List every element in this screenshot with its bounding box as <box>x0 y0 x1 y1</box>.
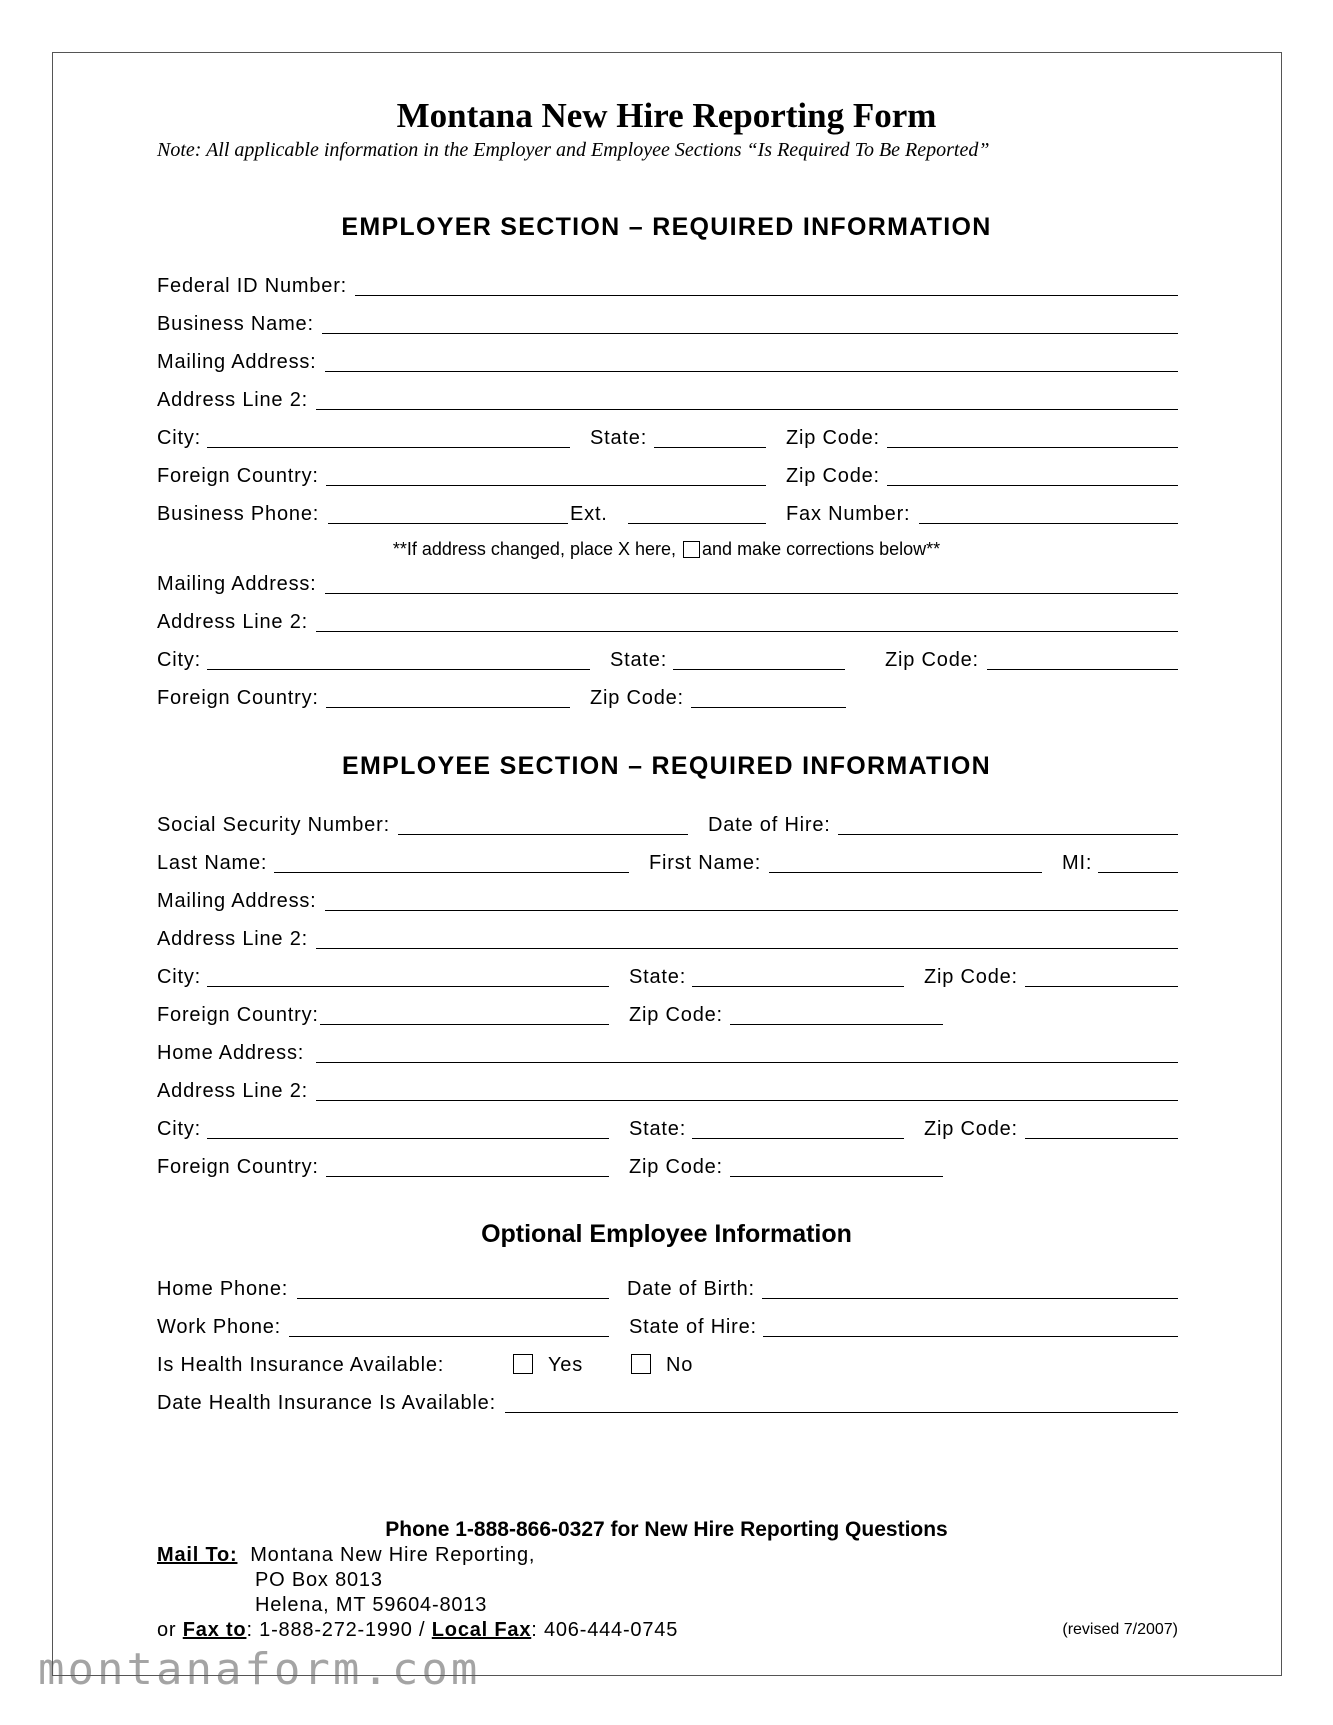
home-zip-field[interactable] <box>1025 1138 1178 1139</box>
address-change-note-end: and make corrections below** <box>702 539 941 559</box>
employer-zip2-field[interactable] <box>887 485 1178 486</box>
required-note: Note: All applicable information in the Employer and Employee Sections “Is Required To Be Reported” <box>157 139 990 161</box>
ssn-field[interactable] <box>398 834 688 835</box>
address-change-note <box>0 537 1333 561</box>
home-state-field[interactable] <box>692 1138 904 1139</box>
new-mailing-address-label: Mailing Address: <box>157 573 317 595</box>
business-phone-label: Business Phone: <box>157 503 320 525</box>
mail-address-line2: PO Box 8013 <box>255 1569 383 1591</box>
date-of-birth-field[interactable] <box>762 1298 1178 1299</box>
first-name-label: First Name: <box>649 852 762 874</box>
new-city-label: City: <box>157 649 201 671</box>
employer-city-field[interactable] <box>207 447 570 448</box>
employee-mailing-address-field[interactable] <box>325 910 1178 911</box>
last-name-field[interactable] <box>274 872 629 873</box>
work-phone-field[interactable] <box>289 1336 609 1337</box>
date-of-hire-field[interactable] <box>838 834 1178 835</box>
employer-zip-field[interactable] <box>887 447 1178 448</box>
employee-mailing-address-label: Mailing Address: <box>157 890 317 912</box>
optional-section-heading: Optional Employee Information <box>481 1220 852 1248</box>
home-city-field[interactable] <box>207 1138 609 1139</box>
home-address-line2-label: Address Line 2: <box>157 1080 308 1102</box>
new-foreign-country-field[interactable] <box>326 707 570 708</box>
business-phone-field[interactable] <box>328 523 568 524</box>
fax-or: or <box>157 1619 177 1641</box>
mi-field[interactable] <box>1098 872 1178 873</box>
employer-mailing-address-field[interactable] <box>325 371 1178 372</box>
home-zip-label: Zip Code: <box>924 1118 1018 1140</box>
ext-field[interactable] <box>628 523 766 524</box>
employer-address-line2-field[interactable] <box>316 409 1178 410</box>
address-change-note-start: **If address changed, place X here, <box>392 539 677 559</box>
local-fax-label: Local Fax <box>431 1619 532 1641</box>
mail-to-label: Mail To: <box>157 1544 238 1566</box>
home-address-line2-field[interactable] <box>316 1100 1178 1101</box>
employee-state-label: State: <box>629 966 687 988</box>
first-name-field[interactable] <box>769 872 1042 873</box>
health-insurance-label: Is Health Insurance Available: <box>157 1354 445 1376</box>
state-of-hire-field[interactable] <box>763 1336 1178 1337</box>
fax-number-label: Fax Number: <box>786 503 911 525</box>
employee-zip-label: Zip Code: <box>924 966 1018 988</box>
employee-zip-field[interactable] <box>1025 986 1178 987</box>
form-title: Montana New Hire Reporting Form <box>396 96 937 135</box>
employer-zip2-label: Zip Code: <box>786 465 880 487</box>
home-phone-field[interactable] <box>297 1298 609 1299</box>
home-address-label: Home Address: <box>157 1042 305 1064</box>
fax-line <box>157 1618 678 1643</box>
home-address-field[interactable] <box>316 1062 1178 1063</box>
new-mailing-address-field[interactable] <box>325 593 1178 594</box>
employee-foreign-country-label: Foreign Country: <box>157 1004 319 1026</box>
home-state-label: State: <box>629 1118 687 1140</box>
employer-foreign-country-label: Foreign Country: <box>157 465 319 487</box>
local-fax-number: : 406-444-0745 <box>531 1619 679 1641</box>
home-zip2-field[interactable] <box>730 1176 943 1177</box>
home-zip2-label: Zip Code: <box>629 1156 723 1178</box>
employee-zip2-label: Zip Code: <box>629 1004 723 1026</box>
federal-id-field[interactable] <box>355 295 1178 296</box>
employee-foreign-country-field[interactable] <box>320 1024 609 1025</box>
new-foreign-country-label: Foreign Country: <box>157 687 319 709</box>
business-name-label: Business Name: <box>157 313 314 335</box>
new-zip-field[interactable] <box>987 669 1178 670</box>
state-of-hire-label: State of Hire: <box>629 1316 757 1338</box>
mail-address-line1: Montana New Hire Reporting, <box>250 1544 536 1566</box>
last-name-label: Last Name: <box>157 852 268 874</box>
date-of-birth-label: Date of Birth: <box>627 1278 755 1300</box>
employee-address-line2-field[interactable] <box>316 948 1178 949</box>
employee-address-line2-label: Address Line 2: <box>157 928 308 950</box>
ssn-label: Social Security Number: <box>157 814 390 836</box>
phone-questions-note: Phone 1-888-866-0327 for New Hire Reporting Questions <box>385 1518 948 1541</box>
federal-id-label: Federal ID Number: <box>157 275 348 297</box>
new-zip-label: Zip Code: <box>885 649 979 671</box>
date-health-insurance-label: Date Health Insurance Is Available: <box>157 1392 496 1414</box>
ext-label: Ext. <box>570 503 608 525</box>
revised-date: (revised 7/2007) <box>1062 1621 1178 1638</box>
home-foreign-country-label: Foreign Country: <box>157 1156 319 1178</box>
new-zip2-label: Zip Code: <box>590 687 684 709</box>
new-city-field[interactable] <box>207 669 590 670</box>
new-state-label: State: <box>610 649 668 671</box>
business-name-field[interactable] <box>322 333 1178 334</box>
home-city-label: City: <box>157 1118 201 1140</box>
employer-state-label: State: <box>590 427 648 449</box>
employee-state-field[interactable] <box>692 986 904 987</box>
mail-address-line3: Helena, MT 59604-8013 <box>255 1594 488 1616</box>
new-address-line2-field[interactable] <box>316 631 1178 632</box>
employer-state-field[interactable] <box>654 447 766 448</box>
new-state-field[interactable] <box>673 669 845 670</box>
mail-to-block <box>157 1543 535 1568</box>
date-health-insurance-field[interactable] <box>505 1412 1178 1413</box>
employer-zip-label: Zip Code: <box>786 427 880 449</box>
employer-address-line2-label: Address Line 2: <box>157 389 308 411</box>
date-of-hire-label: Date of Hire: <box>708 814 831 836</box>
work-phone-label: Work Phone: <box>157 1316 282 1338</box>
home-foreign-country-field[interactable] <box>326 1176 609 1177</box>
employee-section-heading: EMPLOYEE SECTION – REQUIRED INFORMATION <box>342 752 991 780</box>
fax-number-field[interactable] <box>919 523 1178 524</box>
health-yes-label: Yes <box>548 1354 584 1376</box>
home-phone-label: Home Phone: <box>157 1278 289 1300</box>
health-yes-checkbox[interactable] <box>513 1354 533 1374</box>
mi-label: MI: <box>1062 852 1093 874</box>
fax-to-label: Fax to <box>182 1619 247 1641</box>
employer-section-heading: EMPLOYER SECTION – REQUIRED INFORMATION <box>341 213 992 241</box>
health-no-label: No <box>666 1354 694 1376</box>
health-no-checkbox[interactable] <box>631 1354 651 1374</box>
address-changed-checkbox[interactable] <box>683 541 700 558</box>
new-zip2-field[interactable] <box>691 707 846 708</box>
employee-city-label: City: <box>157 966 201 988</box>
employee-city-field[interactable] <box>207 986 609 987</box>
watermark: montanaform.com <box>38 1644 481 1695</box>
employer-city-label: City: <box>157 427 201 449</box>
new-address-line2-label: Address Line 2: <box>157 611 308 633</box>
employee-zip2-field[interactable] <box>730 1024 943 1025</box>
employer-mailing-address-label: Mailing Address: <box>157 351 317 373</box>
employer-foreign-country-field[interactable] <box>326 485 766 486</box>
fax-number: : 1-888-272-1990 / <box>246 1619 426 1641</box>
